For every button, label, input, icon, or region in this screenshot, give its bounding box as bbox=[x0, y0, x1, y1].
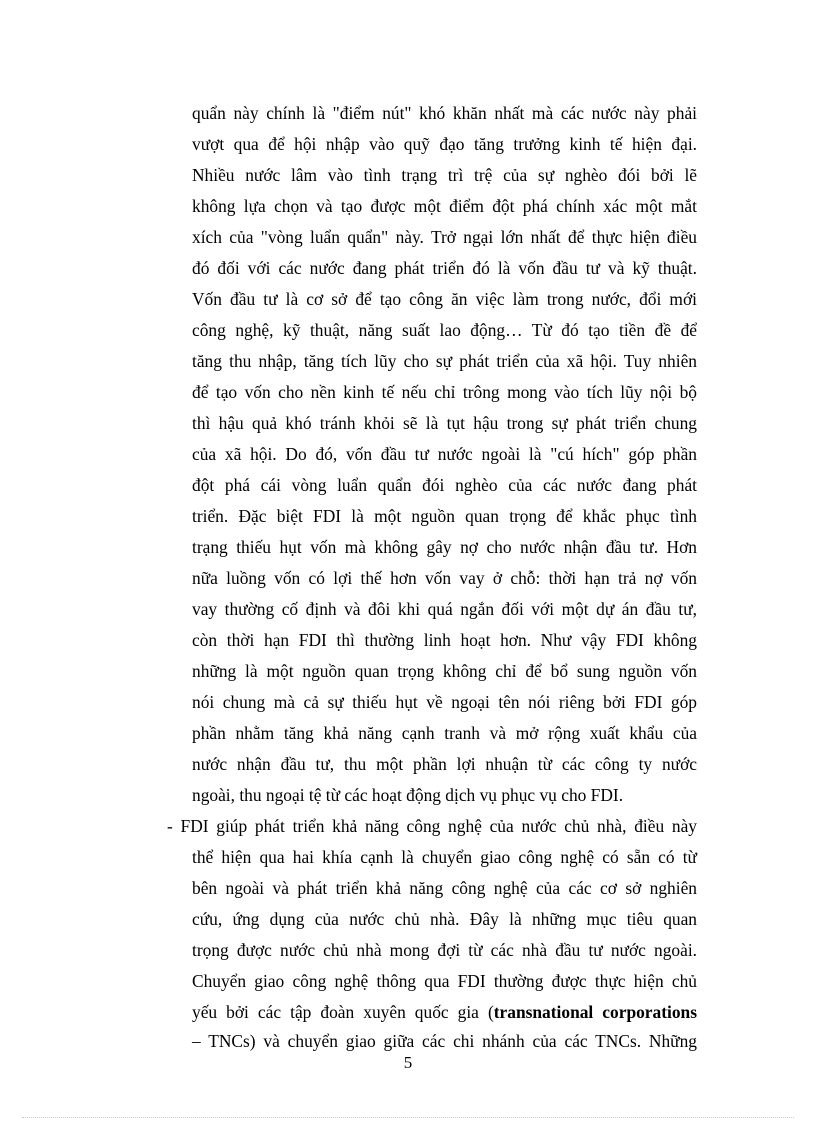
bullet-line: thể hiện qua hai khía cạnh là chuyển giao công nghệ có sẵn có từ bbox=[192, 847, 697, 867]
paragraph-line: triển. Đặc biệt FDI là một nguồn quan trọng để khắc phục tình bbox=[192, 506, 697, 526]
paragraph-line: còn thời hạn FDI thì thường linh hoạt hơn. Như vậy FDI không bbox=[192, 630, 697, 650]
paragraph-line: Vốn đầu tư là cơ sở để tạo công ăn việc làm trong nước, đổi mới bbox=[192, 289, 697, 309]
bullet-line: – TNCs) và chuyển giao giữa các chi nhánh của các TNCs. Những bbox=[192, 1031, 697, 1051]
paragraph-line: trạng thiếu hụt vốn mà không gây nợ cho nước nhận đầu tư. Hơn bbox=[192, 537, 697, 557]
paragraph-line: công nghệ, kỹ thuật, năng suất lao động… Từ đó tạo tiền đề để bbox=[192, 320, 697, 340]
paragraph-line: nữa luồng vốn có lợi thế hơn vốn vay ở chỗ: thời hạn trả nợ vốn bbox=[192, 568, 697, 588]
page-bottom-rule bbox=[22, 1117, 794, 1118]
paragraph-line: Nhiều nước lâm vào tình trạng trì trệ của sự nghèo đói bởi lẽ bbox=[192, 165, 697, 185]
bullet-line: trọng được nước chủ nhà mong đợi từ các nhà đầu tư nước ngoài. bbox=[192, 940, 697, 960]
page-number: 5 bbox=[403, 1053, 413, 1072]
paragraph-line: xích của "vòng luẩn quẩn" này. Trở ngại lớn nhất để thực hiện điều bbox=[192, 227, 697, 247]
paragraph-line: tăng thu nhập, tăng tích lũy cho sự phát triển của xã hội. Tuy nhiên bbox=[192, 351, 697, 371]
paragraph-line: phần nhằm tăng khả năng cạnh tranh và mở rộng xuất khẩu của bbox=[192, 723, 697, 743]
paragraph-line: không lựa chọn và tạo được một điểm đột phá chính xác một mắt bbox=[192, 196, 697, 216]
bullet-item-first-line: - FDI giúp phát triển khả năng công nghệ của nước chủ nhà, điều này bbox=[167, 816, 697, 836]
bullet-line: bên ngoài và phát triển khả năng công nghệ của các cơ sở nghiên bbox=[192, 878, 697, 898]
bullet-line: cứu, ứng dụng của nước chủ nhà. Đây là những mục tiêu quan bbox=[192, 909, 697, 929]
paragraph-line: đó đối với các nước đang phát triển đó là vốn đầu tư và kỹ thuật. bbox=[192, 258, 697, 278]
paragraph-line: của xã hội. Do đó, vốn đầu tư nước ngoài là "cú hích" góp phần bbox=[192, 444, 697, 464]
bullet-line-with-term bbox=[192, 997, 697, 1027]
bold-term: transnational corporations bbox=[493, 1002, 697, 1022]
paragraph-line: nước nhận đầu tư, thu một phần lợi nhuận từ các công ty nước bbox=[192, 754, 697, 774]
bullet-line: Chuyển giao công nghệ thông qua FDI thường được thực hiện chủ bbox=[192, 971, 697, 991]
paragraph-line-last: ngoài, thu ngoại tệ từ các hoạt động dịch vụ phục vụ cho FDI. bbox=[192, 785, 624, 805]
paragraph-line: nói chung mà cả sự thiếu hụt về ngoại tên nói riêng bởi FDI góp bbox=[192, 692, 697, 712]
paragraph-line: vượt qua để hội nhập vào quỹ đạo tăng trưởng kinh tế hiện đại. bbox=[192, 134, 697, 154]
paragraph-line: những là một nguồn quan trọng không chỉ để bổ sung nguồn vốn bbox=[192, 661, 697, 681]
paragraph-line: để tạo vốn cho nền kinh tế nếu chỉ trông mong vào tích lũy nội bộ bbox=[192, 382, 697, 402]
paragraph-line: thì hậu quả khó tránh khỏi sẽ là tụt hậu trong sự phát triển chung bbox=[192, 413, 697, 433]
bullet-line-prefix: yếu bởi các tập đoàn xuyên quốc gia ( bbox=[192, 1002, 494, 1022]
paragraph-line: quẩn này chính là "điểm nút" khó khăn nhất mà các nước này phải bbox=[192, 103, 697, 123]
paragraph-line: vay thường cố định và đôi khi quá ngắn đối với một dự án đầu tư, bbox=[192, 599, 697, 619]
paragraph-line: đột phá cái vòng luẩn quẩn đói nghèo của các nước đang phát bbox=[192, 475, 697, 495]
